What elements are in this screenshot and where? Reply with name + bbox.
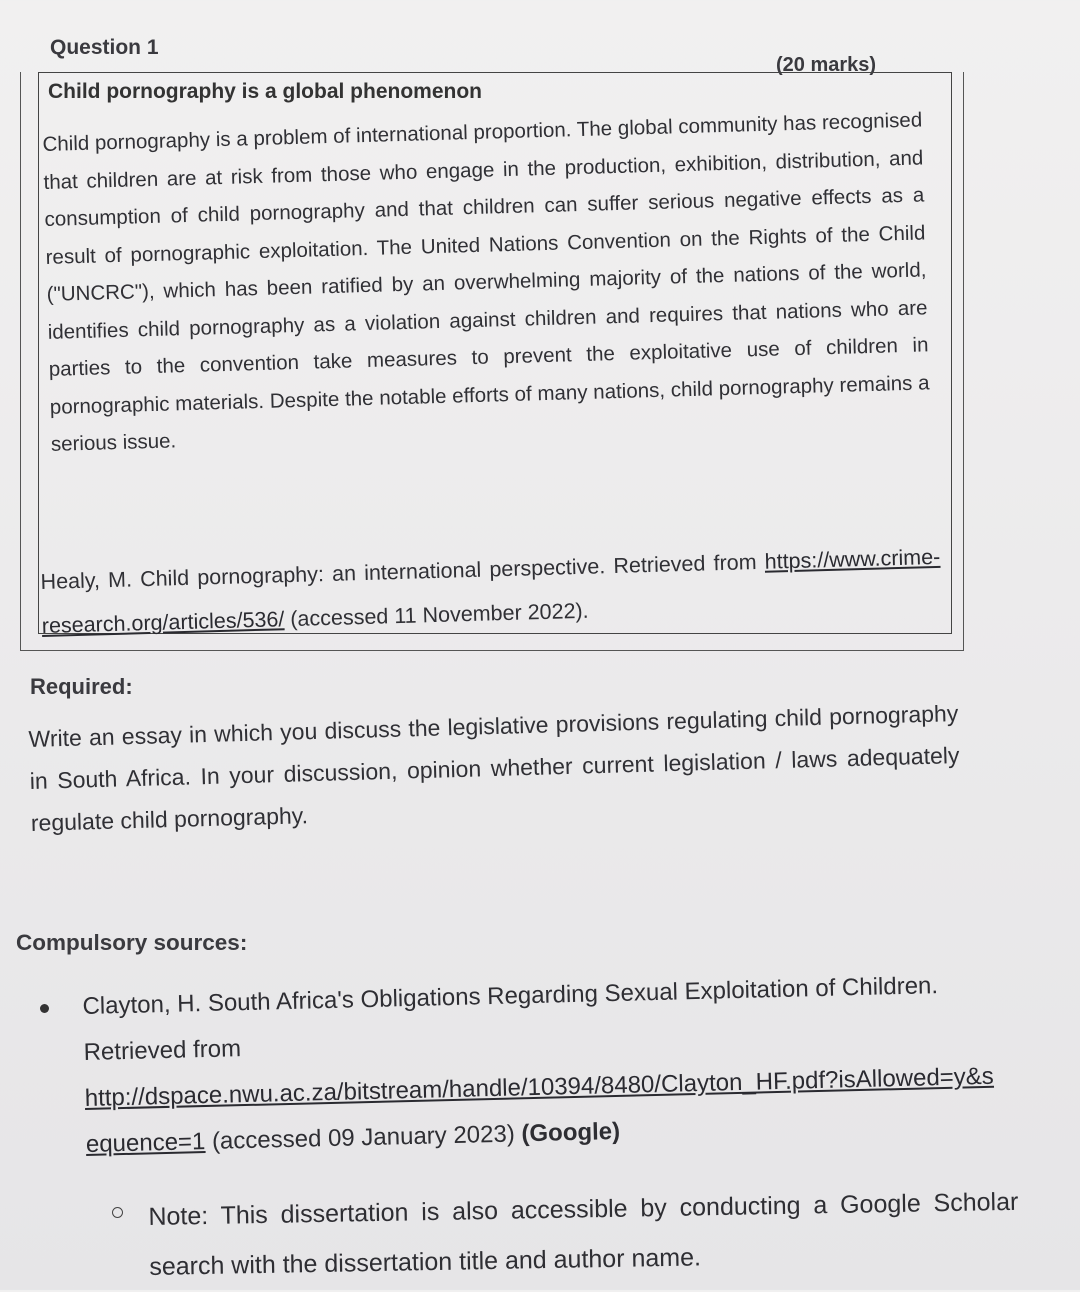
source-link[interactable]: http://dspace.nwu.ac.za/bitstream/handle/10394/8480/Clayton_HF.pdf?isAllowed=y&sequence=1 (84, 1062, 995, 1158)
required-instructions: Write an essay in which you discuss the legislative provisions regulating child pornography in South Africa. In your discussion, opinion whether current legislation / laws adequately regulate child pornography. (28, 700, 960, 836)
sub-bullet-icon (112, 1207, 123, 1218)
source-item (82, 962, 996, 1168)
source-note: Note: This dissertation is also accessible by conducting a Google Scholar search with the dissertation title and author name. (148, 1187, 1019, 1281)
citation-accessed: (accessed 11 November 2022). (289, 598, 589, 632)
question-title: Question 1 (50, 36, 159, 59)
source-tag: (Google) (521, 1117, 621, 1148)
excerpt-heading: Child pornography is a global phenomenon (48, 80, 483, 103)
bullet-icon (40, 1004, 49, 1013)
citation-link[interactable]: https://www.crime-research.org/articles/536/ (41, 544, 941, 638)
source-reference: Clayton, H. South Africa's Obligations Regarding Sexual Exploitation of Children. Retrieved from (82, 972, 939, 1066)
required-heading: Required: (30, 674, 133, 699)
compulsory-sources-heading: Compulsory sources: (16, 930, 248, 955)
citation-text: Healy, M. Child pornography: an international perspective. Retrieved from (40, 549, 757, 594)
marks-label: (20 marks) (776, 54, 877, 76)
excerpt-paragraph: Child pornography is a problem of international proportion. The global community has recognised that children are at risk from those who engage in the production, exhibition, distribution, and consumption of child pornography and that children can suffer serious negative effects as a result of pornographic exploitation. The United Nations Convention on the Rights of the Child ("UNCRC"), which has been ratified by an overwhelming majority of the nations of the world, identifies child pornography as a violation against children and requires that nations who are parties to the convention take measures to prevent the exploitative use of children in pornographic materials. Despite the notable efforts of many nations, child pornography remains a serious issue. (42, 108, 930, 456)
source-accessed: (accessed 09 January 2023) (211, 1120, 516, 1155)
